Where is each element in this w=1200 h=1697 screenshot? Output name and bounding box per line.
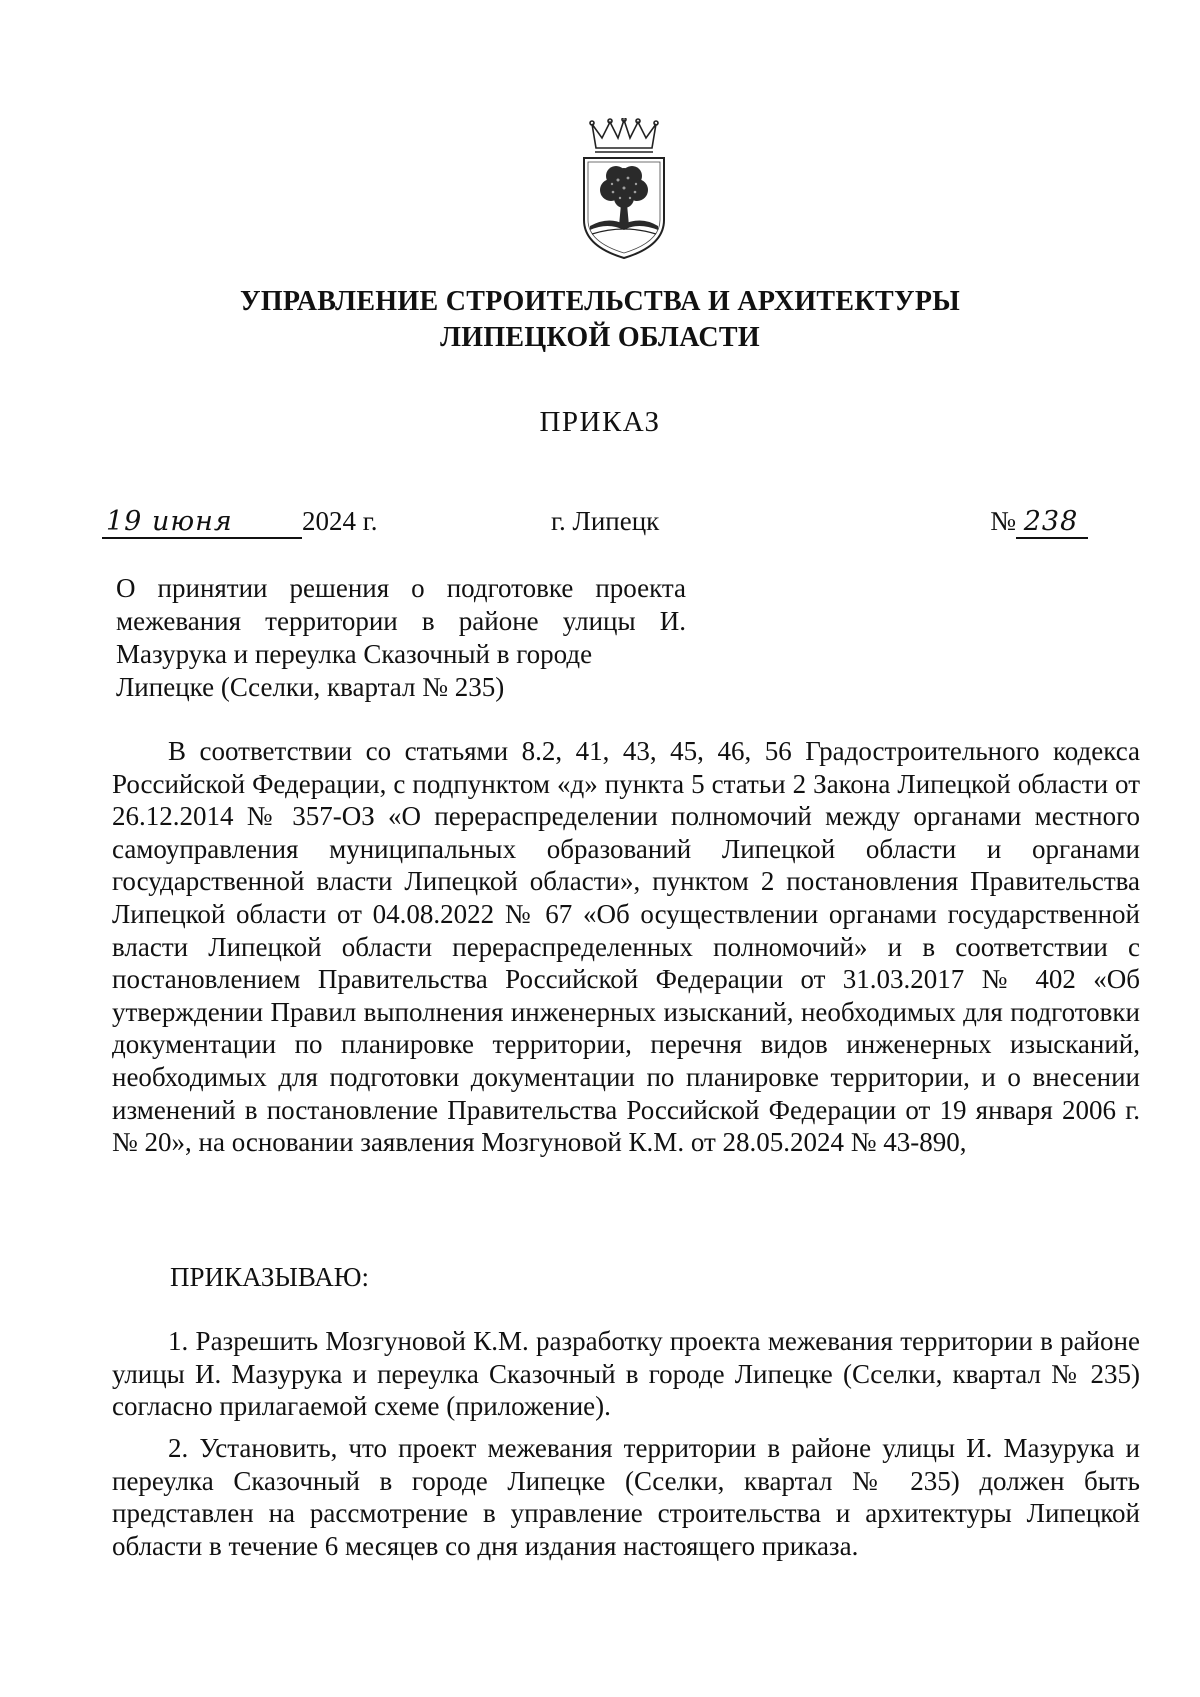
order-word: ПРИКАЗЫВАЮ: <box>170 1262 369 1292</box>
subject-text-end: Липецке (Сселки, квартал № 235) <box>116 672 505 702</box>
order-item-text: 2. Установить, что проект межевания территории в районе улицы И. Мазурука и переулка Сказочный в городе Липецке (Сселки, квартал № 235) должен быть представлен на рассмотрение в управление строительства и архитектуры Липецкой области в течение 6 месяцев со дня издания настоящего приказа. <box>112 1433 1140 1561</box>
document-city: г. Липецк <box>551 506 660 536</box>
agency-name-line2: ЛИПЕЦКОЙ ОБЛАСТИ <box>440 322 760 353</box>
order-item-text: 1. Разрешить Мозгуновой К.М. разработку проекта межевания территории в районе улицы И. Мазурука и переулка Сказочный в городе Липецке (Сселки, квартал № 235) согласно прилагаемой схеме (приложение). <box>112 1326 1140 1422</box>
document-date <box>102 506 378 539</box>
order-item-2 <box>112 1432 1140 1562</box>
subject-text: О принятии решения о подготовке проекта межевания территории в районе улицы И. Мазурука и переулка Сказочный в городе <box>116 573 686 669</box>
handwritten-number: 238 <box>1016 506 1088 539</box>
preamble <box>112 735 1140 1159</box>
number-sign: № <box>990 506 1016 536</box>
document-number <box>990 506 1088 539</box>
preamble-paragraph: В соответствии со статьями 8.2, 41, 43, 45, 46, 56 Градостроительного кодекса Российской Федерации, с подпунктом «д» пункта 5 статьи 2 Закона Липецкой области от 26.12.2014 № 357-ОЗ «О перераспределении полномочий между органами местного самоуправления муниципальных образований Липецкой области и органами государственной власти Липецкой области», пунктом 2 постановления Правительства Липецкой области от 04.08.2022 № 67 «Об осуществлении органами государственной власти Липецкой области перераспределенных полномочий» и в соответствии с постановлением Правительства Российской Федерации от 31.03.2017 № 402 «Об утверждении Правил выполнения инженерных изысканий, необходимых для подготовки документации по планировке территории, перечня видов инженерных изысканий, необходимых для подготовки документации по планировке территории, и о внесении изменений в постановление Правительства Российской Федерации от 19 января 2006 г. № 20», на основании заявления Мозгуновой К.М. от 28.05.2024 № 43-890, <box>112 736 1140 1158</box>
handwritten-date: 19 июня <box>102 506 302 539</box>
agency-name-line1: УПРАВЛЕНИЕ СТРОИТЕЛЬСТВА И АРХИТЕКТУРЫ <box>239 286 961 317</box>
document-type-title: ПРИКАЗ <box>539 406 661 438</box>
order-item-1 <box>112 1325 1140 1423</box>
document-year: 2024 г. <box>302 506 378 536</box>
document-subject <box>116 572 686 704</box>
coat-of-arms-icon <box>578 118 670 260</box>
